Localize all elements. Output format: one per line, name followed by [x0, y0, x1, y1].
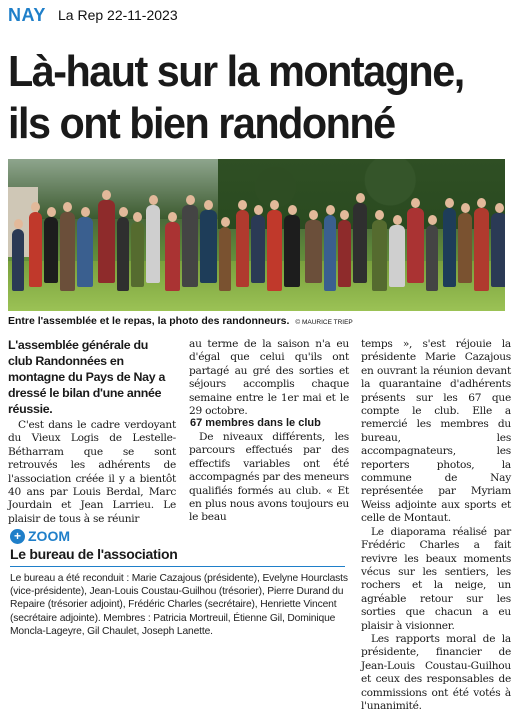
article-paragraph: au terme de la saison n'a eu d'égal que celui qu'ils ont partagé au gré des sorties et séjours accomplis chaque semaine entre le 1er mai et le 29 octobre.	[189, 338, 349, 418]
photo-person	[200, 210, 217, 283]
source-date: La Rep 22-11-2023	[58, 7, 178, 23]
section-kicker: NAY	[8, 5, 46, 25]
article-paragraph: Les rapports moral de la présidente, financier de Jean-Louis Coustau-Guilhou et ceux des responsables de commissions ont été votés à l'unanimité.	[361, 632, 511, 712]
photo-person-head	[81, 207, 90, 217]
photo-person	[251, 215, 265, 283]
photo-person-head	[63, 202, 72, 212]
photo-person	[305, 220, 322, 283]
photo-person	[338, 220, 351, 287]
photo-person-head	[445, 198, 454, 208]
photo-person	[29, 212, 42, 287]
article-paragraph: Le diaporama réalisé par Frédéric Charles a fait revivre les beaux moments vécus sur les sentiers, les rochers et la neige, un agréable retour sur les sorties que chacun a eu plaisir à visionner.	[361, 525, 511, 632]
photo-person-head	[393, 215, 402, 225]
zoom-label	[10, 528, 70, 544]
zoom-body-text: Le bureau a été reconduit : Marie Cazajous (présidente), Evelyne Hourclasts (vice-présidente), Jean-Louis Coustau-Guilhou (trésorier), Pierre Durand du Repaire (trésorier adjoint), Frédéric Charles (secrétaire), Henriette Vincent (secrétaire adjointe). Membres : Patricia Mortreuil, Étienne Gil, Dominique Moncla-Lageyre, Gil Chaulet, Joseph Lanette.	[10, 573, 348, 637]
photo-credit: © MAURICE TRIEP	[295, 319, 353, 326]
photo-person	[182, 205, 198, 287]
photo-person	[77, 217, 93, 287]
photo-person	[98, 200, 115, 283]
photo-caption	[8, 315, 353, 327]
photo-person-head	[356, 193, 365, 203]
photo-person-head	[495, 203, 504, 213]
photo-person	[389, 225, 405, 287]
photo-person	[443, 208, 456, 287]
article-column-1	[8, 419, 176, 526]
photo-person	[12, 229, 24, 291]
photo-person-head	[288, 205, 297, 215]
photo-person	[131, 222, 144, 287]
photo-person	[165, 222, 180, 291]
photo-person-head	[133, 212, 142, 222]
photo-person	[353, 203, 367, 283]
photo-person-head	[270, 200, 279, 210]
photo-person	[372, 220, 387, 291]
photo-person-head	[340, 210, 349, 220]
photo-person-head	[477, 198, 486, 208]
zoom-title: Le bureau de l'association	[10, 546, 178, 562]
photo-person-head	[221, 217, 230, 227]
photo-person-head	[461, 203, 470, 213]
article-paragraph: De niveaux différents, les parcours effectués par des effectifs variables ont été accompagnés par des meneurs qualifiés formés au club. « Et en plus nous avons toujours eu le beau	[189, 431, 349, 524]
zoom-divider	[10, 566, 345, 567]
photo-person	[284, 215, 300, 287]
zoom-magnifier-icon: +	[10, 529, 25, 544]
photo-person-head	[254, 205, 263, 215]
photo-person	[219, 227, 231, 291]
photo-person	[44, 217, 58, 283]
photo-person	[236, 210, 249, 287]
article-column-3	[361, 338, 511, 713]
zoom-body	[10, 572, 350, 638]
photo-person-head	[204, 200, 213, 210]
photo-person-head	[186, 195, 195, 205]
photo-person	[474, 208, 489, 291]
photo-person-head	[31, 202, 40, 212]
photo-person-head	[375, 210, 384, 220]
photo-person	[146, 205, 160, 283]
headline-line-1: Là-haut sur la montagne,	[8, 47, 464, 96]
photo-person-head	[238, 200, 247, 210]
photo-person	[324, 215, 336, 291]
photo-person-head	[14, 219, 23, 229]
photo-person-head	[119, 207, 128, 217]
article-subhead	[190, 417, 321, 429]
photo-person	[458, 213, 472, 283]
article-lead: L'assemblée générale du club Randonnées en montagne du Pays de Nay a dressé le bilan d'une année réussie.	[8, 338, 166, 416]
photo-person	[267, 210, 282, 291]
headline-line-2: ils ont bien randonné	[8, 99, 395, 148]
photo-caption-text: Entre l'assemblée et le repas, la photo des randonneurs.	[8, 315, 290, 327]
zoom-label-text: ZOOM	[28, 528, 70, 544]
photo-person	[117, 217, 129, 291]
photo-person	[407, 208, 424, 283]
photo-person-head	[47, 207, 56, 217]
photo-person-head	[428, 215, 437, 225]
article-paragraph: temps », s'est réjouie la présidente Marie Cazajous en ouvrant la réunion devant la quarantaine d'adhérents présents sur les 67 que compte le club. Elle a remercié les membres du bureau, les accompagnateurs, les reporters photos, la commune de Nay représentée par Myriam Weiss adjointe aux sports et celle de Montaut.	[361, 338, 511, 525]
photo-person	[491, 213, 505, 287]
article-subhead-text: 67 membres dans le club	[190, 417, 321, 429]
photo-person-head	[149, 195, 158, 205]
photo-person-head	[102, 190, 111, 200]
article-column-2-cont	[189, 431, 349, 525]
photo-person	[426, 225, 438, 291]
article-paragraph: C'est dans le cadre verdoyant du Vieux Logis de Lestelle-Bétharram que se sont retrouvés les adhérents de l'association créée il y a bientôt 40 ans par Louis Berdal, Marc Jourdain et Jean Larrieu. Le plaisir de tous à se réunir	[8, 419, 176, 525]
group-photo	[8, 159, 505, 311]
photo-person-head	[309, 210, 318, 220]
photo-person-head	[326, 205, 335, 215]
photo-person-head	[168, 212, 177, 222]
photo-person	[60, 212, 75, 291]
article-column-2	[189, 338, 349, 418]
photo-person-head	[411, 198, 420, 208]
